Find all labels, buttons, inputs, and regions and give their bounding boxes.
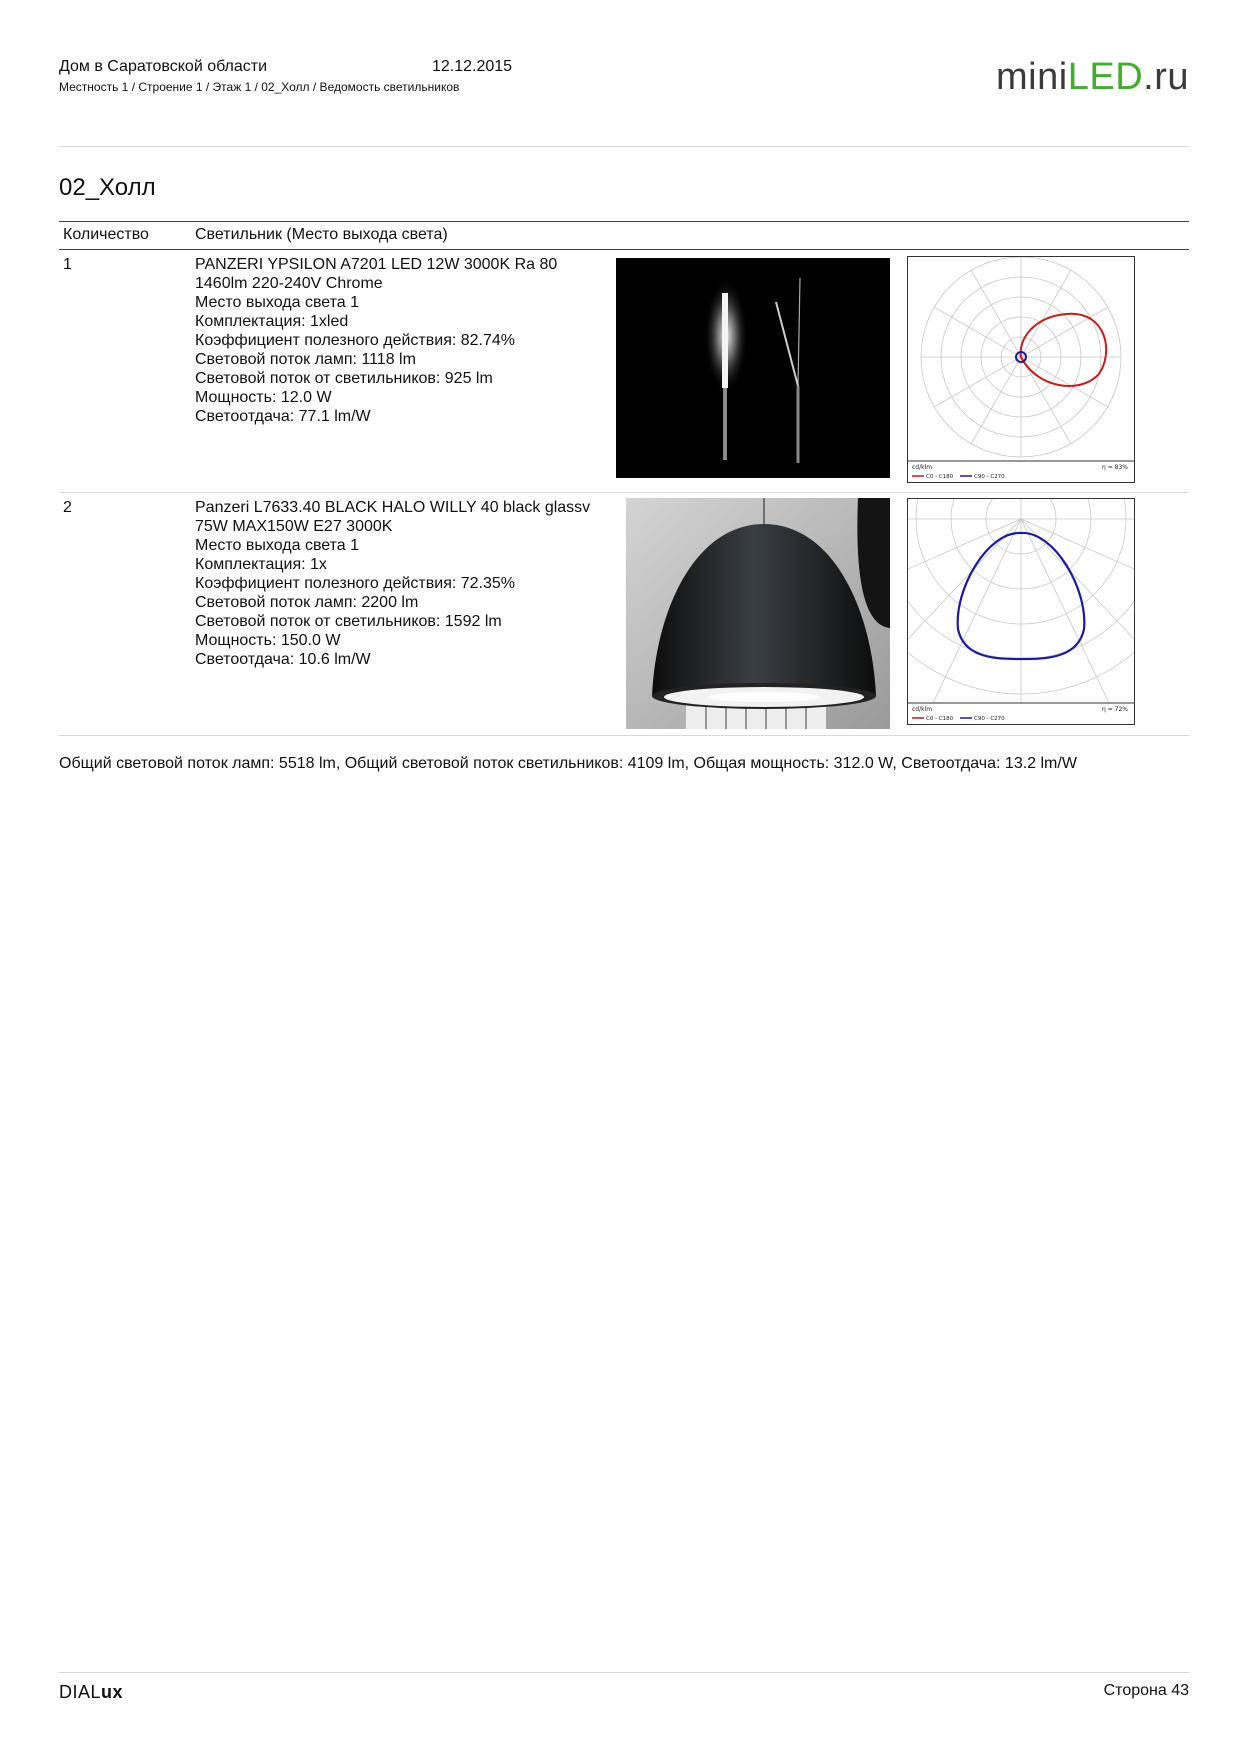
page-number: Сторона 43 (1103, 1682, 1189, 1699)
table-top-rule (59, 221, 1189, 222)
row-1-ldc-legend-c0: C0 - C180 (926, 474, 954, 480)
breadcrumb: Местность 1 / Строение 1 / Этаж 1 / 02_Холл / Ведомость светильников (59, 80, 460, 94)
table-header-rule (59, 249, 1189, 250)
row-1-quantity: 1 (63, 256, 72, 273)
row-2-ldc-legend-c0: C0 - C180 (926, 716, 954, 722)
row-2-ldc-unit: cd/klm (912, 706, 933, 713)
project-date: 12.12.2015 (432, 58, 513, 75)
row-2-divider (59, 735, 1189, 736)
row-1-ldc-efficiency: η = 83% (1102, 464, 1128, 471)
column-header-luminaire: Светильник (Место выхода света) (195, 226, 448, 243)
column-header-quantity: Количество (63, 226, 149, 243)
header-divider (59, 146, 1189, 147)
dialux-logo: DIALux (59, 1682, 124, 1702)
project-title: Дом в Саратовской области (59, 58, 268, 75)
row-1-luminaire-photo (616, 258, 890, 478)
section-title: 02_Холл (59, 174, 156, 201)
row-2-quantity: 2 (63, 499, 72, 516)
minled-logo: miniLED.ru (996, 56, 1189, 98)
row-2-ldc-efficiency: η = 72% (1102, 706, 1128, 713)
row-2-ldc-legend-c90: C90 - C270 (974, 716, 1005, 722)
row-2-light-distribution-diagram (907, 498, 1135, 725)
totals-summary: Общий световой поток ламп: 5518 lm, Общий световой поток светильников: 4109 lm, Общая мощность: 312.0 W, Светоотдача: 13.2 lm/W (59, 755, 1077, 772)
row-1-divider (59, 492, 1189, 493)
row-2-luminaire-photo (626, 498, 890, 729)
row-1-description: PANZERI YPSILON A7201 LED 12W 3000K Ra 80 1460lm 220-240V Chrome Место выхода света 1 Комплектация: 1xled Коэффициент полезного действия: 82.74% Световой поток ламп: 1118 lm Световой поток от светильников: 925 lm Мощность: 12.0 W Светоотдача: 77.1 lm/W (195, 256, 558, 425)
row-1-ldc-legend-c90: C90 - C270 (974, 474, 1005, 480)
row-1-ldc-unit: cd/klm (912, 464, 933, 471)
row-2-description: Panzeri L7633.40 BLACK HALO WILLY 40 black glassv 75W MAX150W E27 3000K Место выхода света 1 Комплектация: 1x Коэффициент полезного действия: 72.35% Световой поток ламп: 2200 lm Световой поток от светильников: 1592 lm Мощность: 150.0 W Светоотдача: 10.6 lm/W (195, 499, 591, 668)
row-1-light-distribution-diagram (907, 256, 1135, 483)
footer-divider (59, 1672, 1189, 1673)
